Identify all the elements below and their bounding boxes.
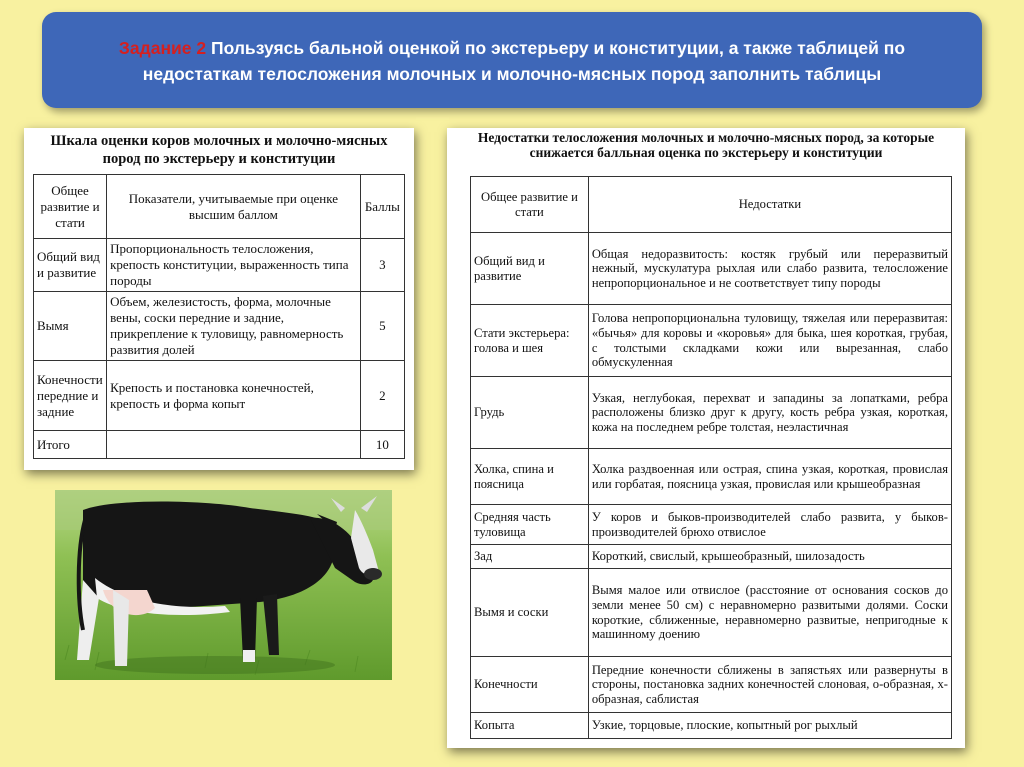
table-cell: Передние конечности сближены в запястьях или развернуты в стороны, постановка задних конечностей слоновая, о-образная, х-образная, саблистая bbox=[588, 657, 951, 713]
table-row bbox=[471, 449, 952, 505]
table-cell: Вымя bbox=[34, 292, 107, 361]
cow-illustration bbox=[55, 490, 392, 680]
table-cell: Холка раздвоенная или острая, спина узкая, короткая, провислая или горбатая, поясница узкая, провислая или крышеобразная bbox=[588, 449, 951, 505]
table-row bbox=[471, 657, 952, 713]
table-cell: Зад bbox=[471, 545, 589, 569]
defects-table-card bbox=[447, 128, 965, 748]
header-cell: Общее развитие и стати bbox=[34, 175, 107, 239]
table-row bbox=[471, 377, 952, 449]
table-cell: Общий вид и развитие bbox=[471, 233, 589, 305]
table-cell bbox=[107, 431, 361, 459]
table-cell: Копыта bbox=[471, 713, 589, 739]
table-cell: Вымя малое или отвислое (расстояние от основания сосков до земли менее 50 см) с неравномерно развитыми долями. Соски короткие, сближенные, неравномерно развитые, непригодные к машинному доению bbox=[588, 569, 951, 657]
table-cell: Итого bbox=[34, 431, 107, 459]
task-text: Пользуясь бальной оценкой по экстерьеру и конституции, а также таблицей по недостаткам телосложения молочных и молочно-мясных пород заполнить таблицы bbox=[142, 38, 906, 84]
header-cell: Показатели, учитываемые при оценке высшим баллом bbox=[107, 175, 361, 239]
defects-table-title: Недостатки телосложения молочных и молочно-мясных пород, за которые снижается балльная оценка по экстерьеру и конституции bbox=[477, 130, 935, 160]
table-cell: Общий вид и развитие bbox=[34, 239, 107, 292]
table-cell: Общая недоразвитость: костяк грубый или переразвитый нежный, мускулатура рыхлая или слабо развита, телосложение непропорциональное и не соответствует типу породы bbox=[588, 233, 951, 305]
table-cell: Конечности передние и задние bbox=[34, 361, 107, 431]
table-cell: Объем, железистость, форма, молочные вены, соски передние и задние, прикрепление к туловищу, равномерность развития долей bbox=[107, 292, 361, 361]
score-table bbox=[33, 174, 405, 459]
table-row bbox=[34, 431, 405, 459]
table-row bbox=[471, 713, 952, 739]
score-cell: 10 bbox=[360, 431, 404, 459]
table-cell: Стати экстерьера: голова и шея bbox=[471, 305, 589, 377]
table-cell: Крепость и постановка конечностей, крепость и форма копыт bbox=[107, 361, 361, 431]
score-table-card bbox=[24, 128, 414, 470]
table-row bbox=[471, 305, 952, 377]
table-cell: Короткий, свислый, крышеобразный, шилозадость bbox=[588, 545, 951, 569]
table-cell: Пропорциональность телосложения, крепость конституции, выраженность типа породы bbox=[107, 239, 361, 292]
table-cell: Вымя и соски bbox=[471, 569, 589, 657]
table-cell: У коров и быков-производителей слабо развита, у быков-производителей брюхо отвислое bbox=[588, 505, 951, 545]
table-row bbox=[471, 233, 952, 305]
score-cell: 2 bbox=[360, 361, 404, 431]
defects-table bbox=[470, 176, 952, 739]
table-row bbox=[471, 545, 952, 569]
task-banner bbox=[42, 12, 982, 108]
table-cell: Конечности bbox=[471, 657, 589, 713]
table-row bbox=[471, 569, 952, 657]
table-row bbox=[34, 239, 405, 292]
defects-table-header bbox=[471, 177, 952, 233]
table-cell: Узкая, неглубокая, перехват и западины за лопатками, ребра расположены близко друг к другу, кость ребра узкая, короткая, кожа на последнем ребре толстая, неэластичная bbox=[588, 377, 951, 449]
table-cell: Средняя часть туловища bbox=[471, 505, 589, 545]
header-cell: Общее развитие и стати bbox=[471, 177, 589, 233]
table-row bbox=[34, 292, 405, 361]
score-cell: 3 bbox=[360, 239, 404, 292]
table-cell: Холка, спина и поясница bbox=[471, 449, 589, 505]
table-row bbox=[471, 505, 952, 545]
cow-photo bbox=[55, 490, 392, 680]
score-table-title: Шкала оценки коров молочных и молочно-мясных пород по экстерьеру и конституции bbox=[50, 133, 388, 167]
table-cell: Узкие, торцовые, плоские, копытный рог рыхлый bbox=[588, 713, 951, 739]
score-cell: 5 bbox=[360, 292, 404, 361]
table-cell: Голова непропорциональна туловищу, тяжелая или переразвитая: «бычья» для коровы и «коровья» для быка, шея короткая, грубая, с толстыми складками кожи или вырезанная, слабо обмускуленная bbox=[588, 305, 951, 377]
table-row bbox=[34, 361, 405, 431]
task-label: Задание 2 bbox=[118, 38, 207, 58]
score-table-header bbox=[34, 175, 405, 239]
header-cell: Баллы bbox=[360, 175, 404, 239]
table-cell: Грудь bbox=[471, 377, 589, 449]
header-cell: Недостатки bbox=[588, 177, 951, 233]
